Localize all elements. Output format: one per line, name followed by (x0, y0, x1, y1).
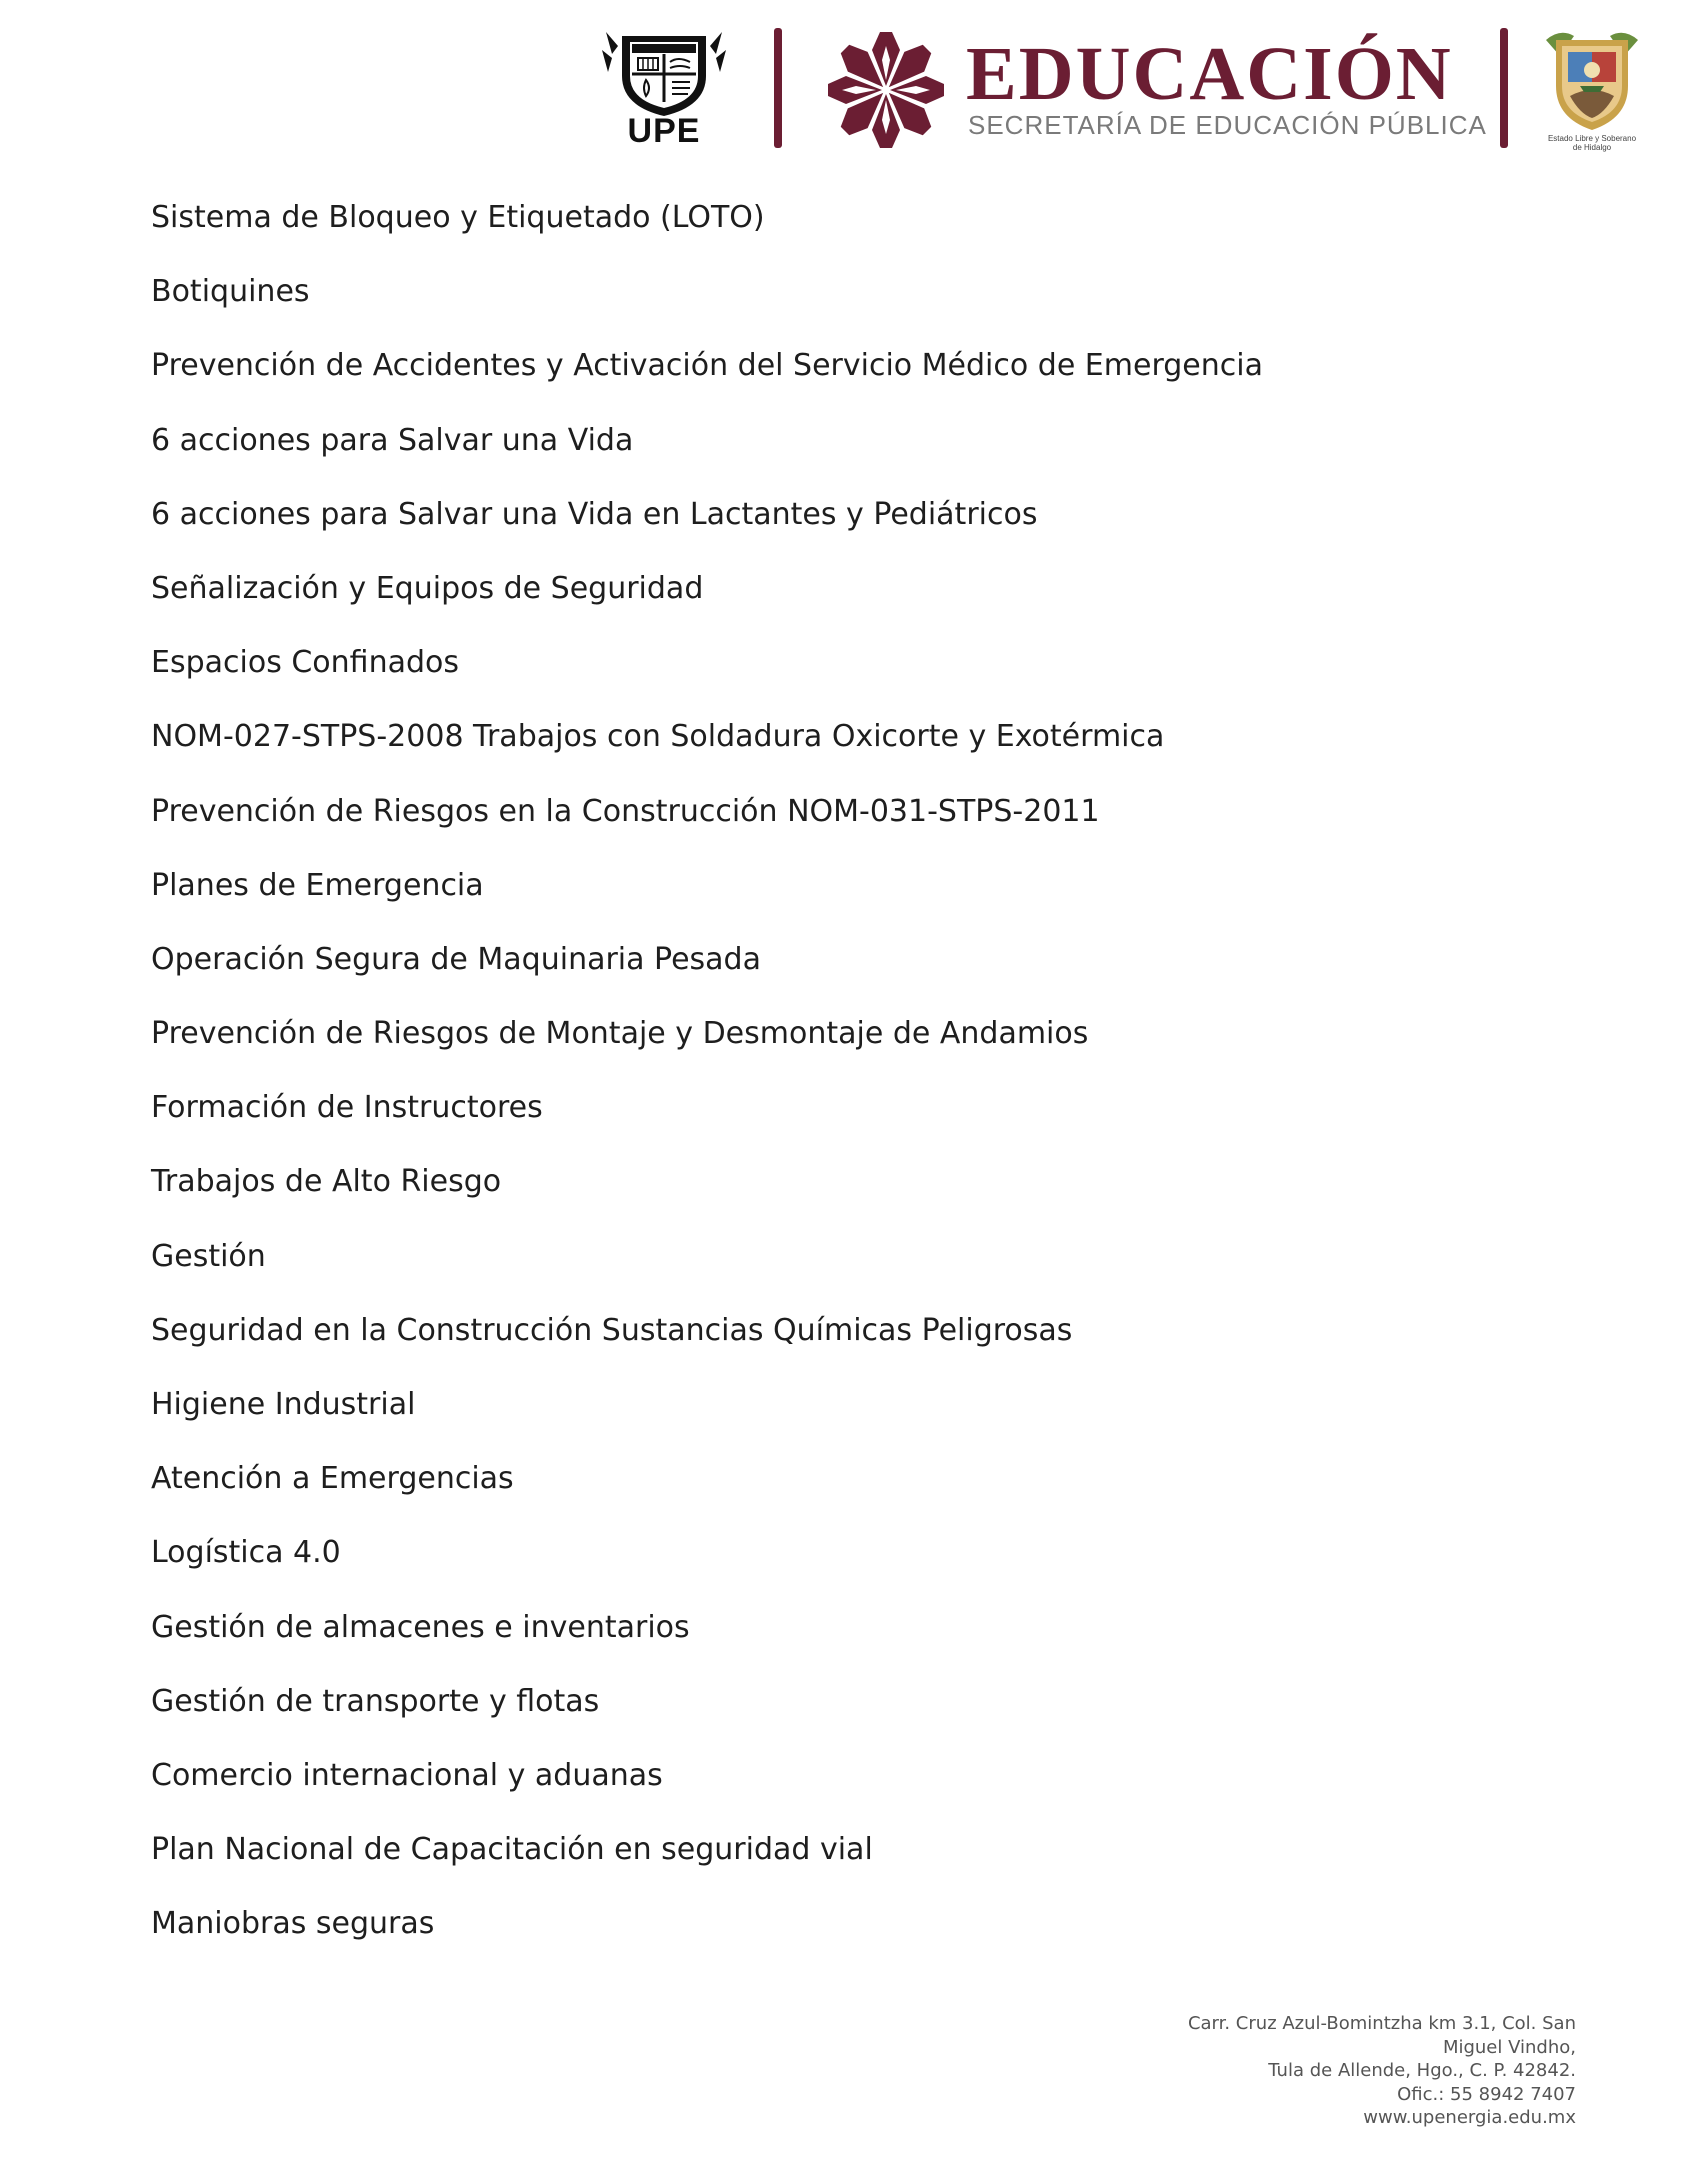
footer-contact (1188, 2012, 1576, 2130)
course-item: 6 acciones para Salvar una Vida en Lactantes y Pediátricos (151, 496, 1038, 532)
course-item: Botiquines (151, 274, 310, 310)
course-item: 6 acciones para Salvar una Vida (151, 422, 634, 458)
course-item: Maniobras seguras (151, 1906, 435, 1942)
course-item: Atención a Emergencias (151, 1461, 514, 1497)
course-item: Espacios Confinados (151, 645, 459, 681)
sep-subtitle: SECRETARÍA DE EDUCACIÓN PÚBLICA (968, 110, 1487, 140)
sep-title: EDUCACIÓN (966, 32, 1453, 116)
footer-address-line: Tula de Allende, Hgo., C. P. 42842. (1268, 2060, 1576, 2081)
course-item: Seguridad en la Construcción Sustancias Químicas Peligrosas (151, 1312, 1073, 1348)
upe-shield-icon (598, 28, 730, 118)
footer-address-line: Miguel Vindho, (1442, 2036, 1576, 2058)
state-caption-line: Estado Libre y Soberano (1547, 134, 1637, 143)
course-item: Gestión de almacenes e inventarios (151, 1609, 690, 1645)
state-caption (1534, 134, 1650, 152)
course-list (151, 197, 1263, 1978)
footer-address-line: Carr. Cruz Azul-Bomintzha km 3.1, Col. San (1187, 2013, 1576, 2034)
course-item: Planes de Emergencia (151, 867, 484, 903)
course-item: Gestión de transporte y flotas (151, 1683, 600, 1719)
course-item: Prevención de Riesgos en la Construcción NOM-031-STPS-2011 (151, 793, 1100, 829)
upe-logo-text: UPE (627, 112, 701, 150)
course-item: Gestión (151, 1238, 266, 1274)
state-caption-line: de Hidalgo (1572, 143, 1612, 152)
sep-star-icon (824, 28, 948, 152)
footer-website[interactable]: www.upenergia.edu.mx (1363, 2107, 1576, 2128)
footer-phone: Ofic.: 55 8942 7407 (1397, 2083, 1576, 2105)
course-item: Plan Nacional de Capacitación en seguridad vial (151, 1832, 873, 1868)
course-item: Trabajos de Alto Riesgo (151, 1164, 502, 1200)
course-item: Prevención de Riesgos de Montaje y Desmontaje de Andamios (151, 1016, 1089, 1052)
course-item: Sistema de Bloqueo y Etiquetado (LOTO) (151, 200, 765, 235)
course-item: NOM-027-STPS-2008 Trabajos con Soldadura Oxicorte y Exotérmica (151, 719, 1165, 755)
course-item: Prevención de Accidentes y Activación del Servicio Médico de Emergencia (151, 348, 1263, 384)
course-item: Operación Segura de Maquinaria Pesada (151, 941, 761, 977)
header-divider (774, 28, 782, 148)
upe-logo (598, 28, 730, 152)
hidalgo-coat-of-arms-icon (1540, 26, 1644, 150)
course-item: Higiene Industrial (151, 1387, 416, 1422)
course-item: Formación de Instructores (151, 1090, 543, 1126)
header-divider (1500, 28, 1508, 148)
course-item: Logística 4.0 (151, 1535, 341, 1571)
page-header (0, 22, 1700, 152)
course-item: Señalización y Equipos de Seguridad (151, 570, 704, 606)
course-item: Comercio internacional y aduanas (151, 1757, 663, 1793)
